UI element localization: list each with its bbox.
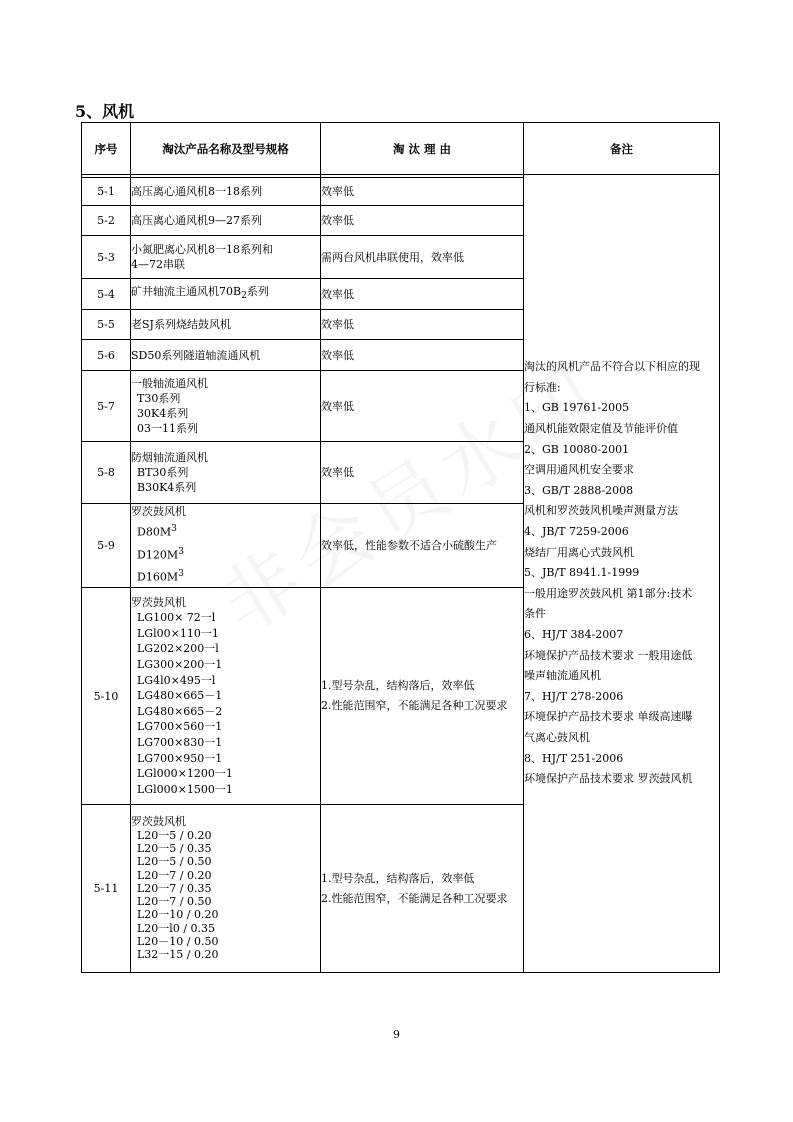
model-item: B30K4系列 <box>137 481 197 494</box>
note-line: 8、HJ/T 251-2006 <box>524 751 624 765</box>
row-no: 5-11 <box>82 805 131 973</box>
model-item: LG480×665－2 <box>137 704 223 718</box>
model-item: LGl000×1500一1 <box>137 782 233 796</box>
reason-line: 2.性能范围窄，不能满足各种工况要求 <box>321 699 508 712</box>
note-line: 环境保护产品技术要求 一般用途低 <box>524 648 693 662</box>
row-no: 5-3 <box>82 236 131 279</box>
note-line: 4、JB/T 7259-2006 <box>524 525 629 539</box>
note-line: 1、GB 19761-2005 <box>524 401 630 415</box>
model-item <box>137 519 320 542</box>
model-item: L20一l0 / 0.35 <box>137 921 216 935</box>
model-superscript: 3 <box>171 523 177 535</box>
row-no: 5-2 <box>82 206 131 236</box>
row-reason <box>321 805 524 973</box>
note-line: 淘汰的风机产品不符合以下相应的现 <box>524 360 700 374</box>
row-no: 5-6 <box>82 340 131 371</box>
model-label: D160M <box>137 570 179 584</box>
note-line: 7、HJ/T 278-2006 <box>524 689 624 703</box>
header-reason: 淘 汰 理 由 <box>321 123 524 175</box>
model-item: LG300×200一1 <box>137 658 223 672</box>
row-reason: 效率低 <box>321 442 524 504</box>
note-line: 行标准: <box>524 380 561 394</box>
note-line: 烧结厂用离心式鼓风机 <box>524 545 634 559</box>
page-number: 9 <box>393 1028 400 1041</box>
model-item: LG202×200一l <box>137 642 219 656</box>
note-line: 风机和罗茨鼓风机噪声测量方法 <box>524 504 678 518</box>
row-name-text: 防烟轴流通风机 <box>131 451 208 464</box>
model-item: LGl000×1200一1 <box>137 767 233 781</box>
model-item: L20一7 / 0.50 <box>137 895 212 909</box>
row-no: 5-8 <box>82 442 131 504</box>
row-name: 高压离心通风机9—27系列 <box>131 206 321 236</box>
note-line: 环境保护产品技术要求 单级高速曝 <box>524 710 693 724</box>
row-name-tail: 系列 <box>246 285 269 299</box>
row-name-text: 矿井轴流主通风机70B <box>131 285 242 299</box>
row-name-text: 罗茨鼓风机 <box>131 815 186 829</box>
row-reason: 效率低 <box>321 340 524 371</box>
row-name: 高压离心通风机8一18系列 <box>131 178 321 206</box>
model-item <box>137 564 320 587</box>
row-reason: 效率低 <box>321 310 524 340</box>
model-item: 03一11系列 <box>137 422 198 435</box>
note-line: 噪声轴流通风机 <box>524 669 601 683</box>
row-reason: 需两台风机串联使用，效率低 <box>321 236 524 279</box>
row-no: 5-9 <box>82 504 131 588</box>
row-no: 5-10 <box>82 588 131 805</box>
note-line: 2、GB 10080-2001 <box>524 442 630 456</box>
row-reason: 效率低，性能参数不适合小硫酸生产 <box>321 504 524 588</box>
model-superscript: 3 <box>178 545 184 557</box>
model-item: T30系列 <box>137 392 181 405</box>
model-item: L20－10 / 0.50 <box>137 935 219 949</box>
row-name <box>131 371 321 442</box>
model-item: 30K4系列 <box>137 407 189 420</box>
model-item: L20一7 / 0.35 <box>137 881 212 895</box>
row-name-line: 小氮肥离心风机8一18系列和 <box>131 243 273 256</box>
note-line: 气离心鼓风机 <box>524 730 590 744</box>
row-name-text: 罗茨鼓风机 <box>131 595 186 609</box>
model-item: LGl00×110一1 <box>137 626 219 640</box>
row-no: 5-5 <box>82 310 131 340</box>
row-reason <box>321 588 524 805</box>
model-item: L20一10 / 0.20 <box>137 908 219 922</box>
note-line: 一般用途罗茨鼓风机 第1部分:技术 <box>524 586 693 600</box>
row-no: 5-4 <box>82 279 131 310</box>
model-superscript: 3 <box>178 568 184 580</box>
row-name-text: 一般轴流通风机 <box>131 377 208 390</box>
row-name-line: 4—72串联 <box>131 258 185 271</box>
note-cell <box>524 175 720 973</box>
note-line: 3、GB/T 2888-2008 <box>524 483 634 497</box>
model-item: LG700×950一1 <box>137 751 223 765</box>
reason-line: 1.型号杂乱，结构落后，效率低 <box>321 871 475 885</box>
model-item: LG480×665－1 <box>137 689 223 703</box>
model-item: L20一5 / 0.20 <box>137 828 212 842</box>
row-name-subscript: 2 <box>241 290 247 302</box>
note-line: 空调用通风机安全要求 <box>524 463 634 477</box>
row-name <box>131 442 321 504</box>
row-name <box>131 805 321 973</box>
model-item: LG700×560一1 <box>137 720 223 734</box>
row-name: 老SJ系列烧结鼓风机 <box>131 310 321 340</box>
header-name: 淘汰产品名称及型号规格 <box>131 123 321 175</box>
reason-line: 1.型号杂乱，结构落后，效率低 <box>321 679 475 692</box>
model-label: D80M <box>137 525 172 539</box>
reason-line: 2.性能范围窄，不能满足各种工况要求 <box>321 891 508 905</box>
header-note: 备注 <box>524 123 720 175</box>
eliminated-fans-table <box>81 122 720 973</box>
row-no: 5-7 <box>82 371 131 442</box>
section-title: 5、风机 <box>75 102 135 121</box>
note-line: 条件 <box>524 607 546 621</box>
row-name-text: 罗茨鼓风机 <box>131 505 186 519</box>
model-item: L20一5 / 0.50 <box>137 855 212 869</box>
model-item: BT30系列 <box>137 466 189 479</box>
model-item <box>137 542 320 565</box>
row-reason: 效率低 <box>321 178 524 206</box>
model-item: L20一5 / 0.35 <box>137 841 212 855</box>
model-label: D120M <box>137 548 179 562</box>
row-name <box>131 279 321 310</box>
model-item: L20一7 / 0.20 <box>137 868 212 882</box>
note-line: 环境保护产品技术要求 罗茨鼓风机 <box>524 772 693 786</box>
model-item: LG4l0×495一l <box>137 673 216 687</box>
table-header-row <box>82 123 720 175</box>
row-reason: 效率低 <box>321 279 524 310</box>
row-name <box>131 588 321 805</box>
model-item: L32一15 / 0.20 <box>137 948 219 962</box>
note-line: 6、HJ/T 384-2007 <box>524 627 624 641</box>
row-no: 5-1 <box>82 178 131 206</box>
row-name: SD50系列隧道轴流通风机 <box>131 340 321 371</box>
model-item: LG700×830一1 <box>137 735 223 749</box>
note-line: 5、JB/T 8941.1-1999 <box>524 566 640 580</box>
model-item: LG100× 72一l <box>137 611 216 625</box>
row-name <box>131 236 321 279</box>
row-reason: 效率低 <box>321 371 524 442</box>
header-no: 序号 <box>82 123 131 175</box>
row-reason: 效率低 <box>321 206 524 236</box>
note-line: 通风机能效限定值及节能评价值 <box>524 422 678 436</box>
row-name <box>131 504 321 588</box>
